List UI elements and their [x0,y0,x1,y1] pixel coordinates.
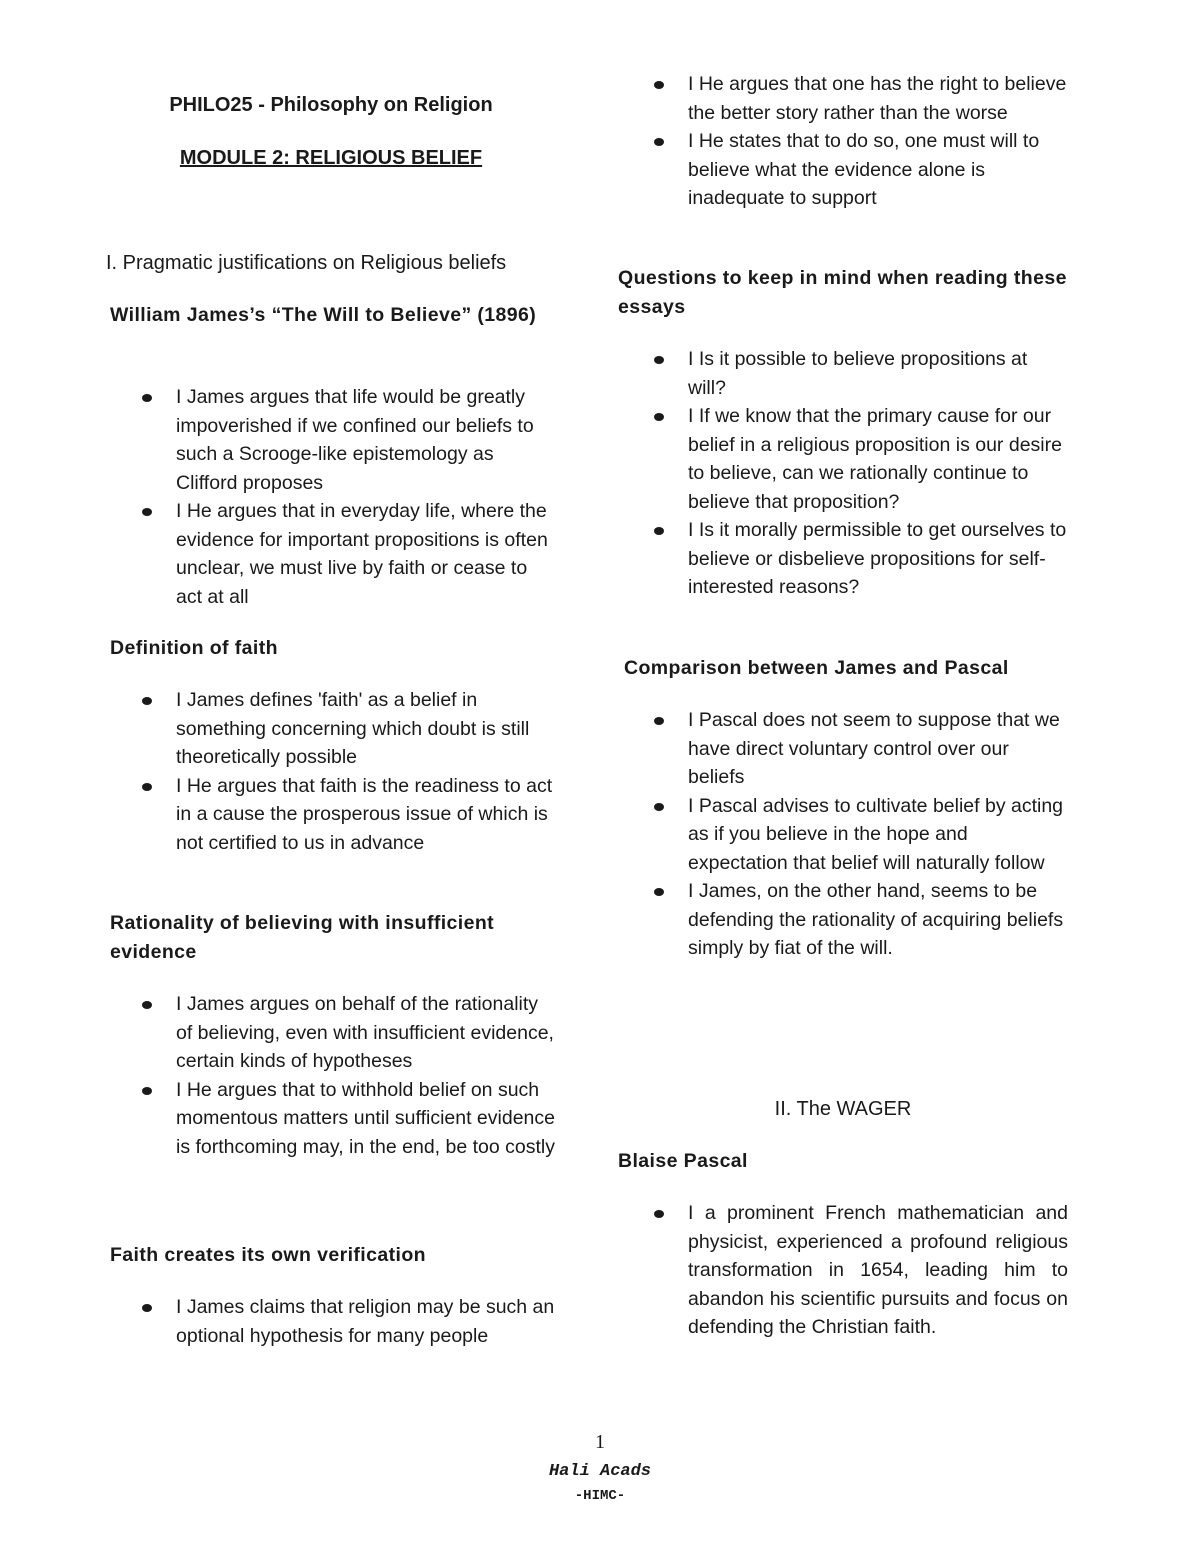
list-item: I James argues that life would be greatly impoverished if we confined our beliefs to such a Scrooge-like epistemology as Clifford proposes [106,383,556,497]
list-item: I James defines 'faith' as a belief in something concerning which doubt is still theoretically possible [106,686,556,772]
list-item: I If we know that the primary cause for our belief in a religious proposition is our desire to believe, can we rationally continue to believe that proposition? [618,402,1068,516]
section-heading-2: II. The WAGER [774,1098,912,1120]
bullet-list-questions [618,345,1068,602]
heading-rationality: Rationality of believing with insufficient evidence [110,912,495,963]
list-item: I a prominent French mathematician and physicist, experienced a profound religious transformation in 1654, leading him to abandon his scientific pursuits and focus on defending the Christian faith. [618,1199,1068,1342]
heading-definition-of-faith: Definition of faith [110,637,278,659]
page-number: 1 [595,1431,605,1453]
heading-faith-verification: Faith creates its own verification [110,1244,426,1266]
bullet-list-will-to-believe [106,383,556,611]
bullet-list-comparison [618,706,1068,963]
bullet-list-continued [618,70,1068,213]
heading-comparison: Comparison between James and Pascal [624,657,1009,679]
list-item: I He argues that faith is the readiness to act in a cause the prosperous issue of which is not certified to us in advance [106,772,556,858]
footer-brand: Hali Acads [548,1462,652,1481]
list-item: I Is it possible to believe propositions at will? [618,345,1068,402]
list-item: I Is it morally permissible to get ourselves to believe or disbelieve propositions for self-interested reasons? [618,516,1068,602]
document-title: PHILO25 - Philosophy on Religion [169,94,493,116]
list-item: I He states that to do so, one must will to believe what the evidence alone is inadequate to support [618,127,1068,213]
module-title: MODULE 2: RELIGIOUS BELIEF [179,147,483,169]
list-item: I Pascal advises to cultivate belief by acting as if you believe in the hope and expectation that belief will naturally follow [618,792,1068,878]
heading-questions: Questions to keep in mind when reading these essays [618,267,1067,318]
list-item: I Pascal does not seem to suppose that we have direct voluntary control over our beliefs [618,706,1068,792]
list-item: I He argues that to withhold belief on such momentous matters until sufficient evidence is forthcoming may, in the end, be too costly [106,1076,556,1162]
bullet-list-faith-verification [106,1293,556,1350]
bullet-list-definition-of-faith [106,686,556,857]
heading-blaise-pascal: Blaise Pascal [618,1150,748,1172]
section-heading-1: I. Pragmatic justifications on Religious beliefs [106,252,507,274]
list-item: I He argues that one has the right to believe the better story rather than the worse [618,70,1068,127]
footer-brand-sub: -HIMC- [574,1488,626,1504]
bullet-list-blaise-pascal [618,1199,1068,1342]
heading-will-to-believe: William James’s “The Will to Believe” (1896) [110,304,537,326]
list-item: I He argues that in everyday life, where the evidence for important propositions is often unclear, we must live by faith or cease to act at all [106,497,556,611]
list-item: I James, on the other hand, seems to be defending the rationality of acquiring beliefs simply by fiat of the will. [618,877,1068,963]
list-item: I James claims that religion may be such an optional hypothesis for many people [106,1293,556,1350]
bullet-list-rationality [106,990,556,1161]
list-item: I James argues on behalf of the rationality of believing, even with insufficient evidence, certain kinds of hypotheses [106,990,556,1076]
